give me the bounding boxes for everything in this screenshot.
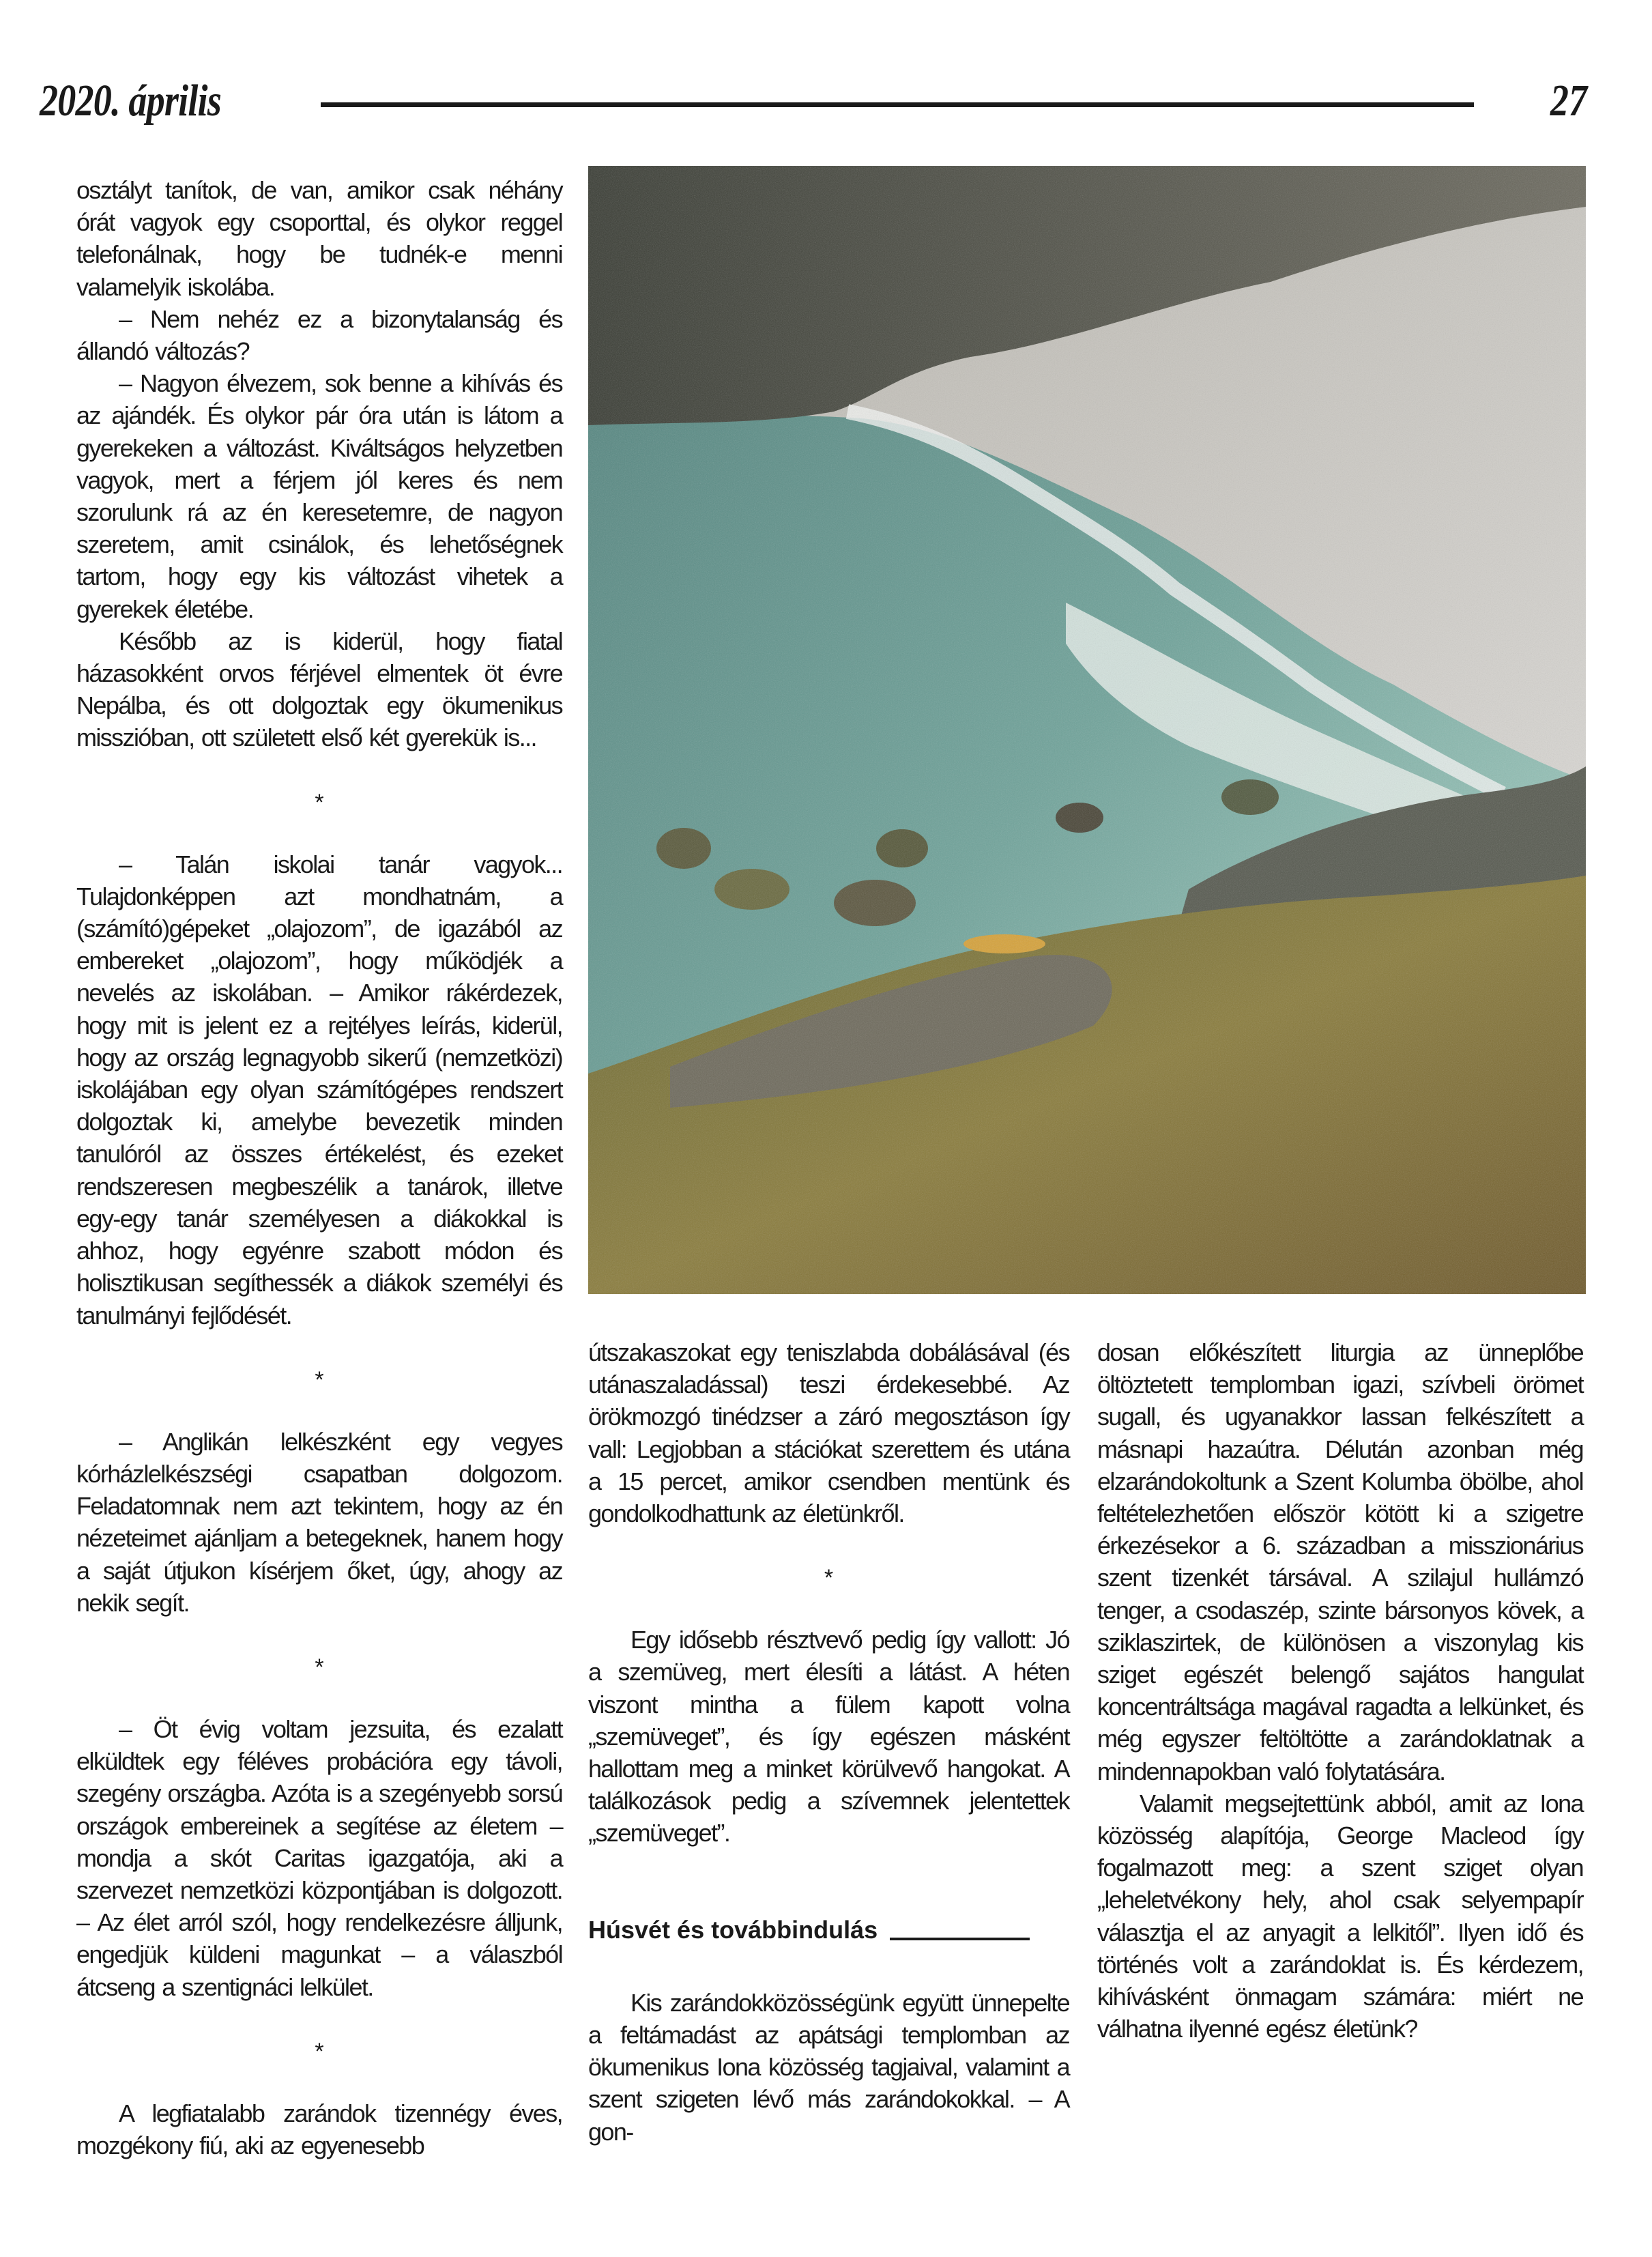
paragraph: dosan előkészített liturgia az ünneplőbe öltöztetett templomban igazi, szívbeli örömet sugall, és ugyanakkor lassan felkészített a másnapi hazaútra. Délután azonban még elzarándokoltunk a Szent Kolumba öbölbe, ahol feltételezhetően először kötött ki a szigetre érkezésekor a 6. században a misszionárius szent tizenkét társával. A szilajul hullámzó tenger, a csodaszép, szinte bársonyos kövek, a sziklaszirtek, de különösen a viszonylag kis sziget egészét belengő sajátos hangulat koncentráltsága magával ragadta a lelkünket, és még egyszer feltöltötte a zarándoklatnak a mindennapokban való folytatására. <box>1097 1338 1583 1785</box>
paragraph: – Talán iskolai tanár vagyok... Tulajdonképpen azt mondhatnám, a (számító)gépeket „olajozom”, de igazából az embereket „olajozom”, hogy működjék a nevelés az iskolában. – Amikor rákérdezek, hogy mit is jelent ez a rejtélyes leírás, kiderül, hogy az ország legnagyobb sikerű (nemzetközi) iskolájában egy olyan számítógépes rendszert dolgoztak ki, amelybe bevezetik minden tanulóról az összes értékelést, és ezeket rendszeresen megbeszélik a tanárok, illetve egy-egy tanár személyesen a diákokkal is ahhoz, hogy egyénre szabott módon és holisztikusan segíthessék a diákok személyi és tanulmányi fejlődését. <box>76 850 562 1329</box>
heading-rule <box>890 1938 1030 1940</box>
paragraph: Később az is kiderül, hogy fiatal házasokként orvos férjével elmentek öt évre Nepálba, és ott dolgoztak egy ökumenikus misszióban, ott született első két gyerekük is... <box>76 627 562 752</box>
section-separator: * <box>315 1366 324 1393</box>
page-number: 27 <box>1550 76 1587 126</box>
paragraph: A legfiatalabb zarándok tizennégy éves, mozgékony fiú, aki az egyenesebb <box>76 2099 562 2159</box>
paragraph: Valamit megsejtettünk abból, amit az Iona közösség alapítója, George Macleod így fogalmazott meg: a szent sziget olyan „leheletvékony hely, ahol csak selyempapír választja el az anyagit a lelkitől”. Ilyen idő és történés volt a zarándoklat is. És kérdezem, kihívásként önmagam számára: miért ne válhatna ilyenné egész életünk? <box>1097 1789 1583 2043</box>
paragraph: – Nem nehéz ez a bizonytalanság és állandó változás? <box>76 304 562 366</box>
paragraph: – Anglikán lelkészként egy vegyes kórházlelkészségi csapatban dolgozom. Feladatomnak nem azt tekintem, hogy az én nézeteimet ajánljam a betegeknek, hanem hogy a saját útjukon kísérjem őket, úgy, ahogy az nekik segít. <box>76 1427 562 1617</box>
section-separator: * <box>315 1654 324 1680</box>
column-2 <box>588 1336 1069 2148</box>
section-heading <box>588 1914 1069 1946</box>
coastal-cove-photo <box>588 166 1586 1294</box>
column-1 <box>76 174 562 2161</box>
paragraph: útszakaszokat egy teniszlabda dobálásával (és utánaszaladással) teszi érdekesebbé. Az örökmozgó tinédzser a záró megosztáson így vall: Legjobban a stációkat szerettem és utána a 15 percet, amikor csendben mentünk és gondolkodhattunk az életünkről. <box>588 1338 1069 1528</box>
photo-illustration <box>588 166 1586 1294</box>
paragraph: – Nagyon élvezem, sok benne a kihívás és az ajándék. És olykor pár óra után is látom a gyerekeken a változást. Kiváltságos helyzetben vagyok, mert a férjem jól keres és nem szorulunk rá az én keresetemre, de nagyon szeretem, amit csinálok, és lehetőségnek tartom, hogy egy kis változást vihetek a gyerekek életébe. <box>76 369 562 623</box>
column-3 <box>1097 1336 1583 2045</box>
paragraph: osztályt tanítok, de van, amikor csak néhány órát vagyok egy csoporttal, és olykor reggel telefonálnak, hogy be tudnék-e menni valamelyik iskolába. <box>76 176 562 301</box>
paragraph: Egy idősebb résztvevő pedig így vallott: Jó a szemüveg, mert élesíti a látást. A héten viszont mintha a fülem kapott volna „szemüveget”, és így egészen másként hallottam meg a minket körülvevő hangokat. A találkozások pedig a szívemnek jelentettek „szemüveget”. <box>588 1626 1069 1848</box>
paragraph: Kis zarándokközösségünk együtt ünnepelte a feltámadást az apátsági templomban az ökumenikus Iona közösség tagjaival, valamint a szent szigeten lévő más zarándokokkal. – A gon- <box>588 1988 1069 2146</box>
paragraph: – Öt évig voltam jezsuita, és ezalatt elküldtek egy féléves probációra egy távoli, szegény országba. Azóta is a szegényebb sorsú országok embereinek a segítése az életem – mondja a skót Caritas igazgatója, aki a szervezet nemzetközi központjában is dolgozott. – Az élet arról szól, hogy rendelkezésre álljunk, engedjük küldeni magunkat – a válaszból átcseng a szentignáci lelkület. <box>76 1714 562 2001</box>
section-heading-text: Húsvét és továbbindulás <box>588 1915 878 1944</box>
issue-date: 2020. április <box>40 76 222 126</box>
section-separator: * <box>315 2038 324 2065</box>
section-separator: * <box>824 1565 834 1592</box>
header-rule <box>321 102 1474 107</box>
section-separator: * <box>315 789 324 816</box>
